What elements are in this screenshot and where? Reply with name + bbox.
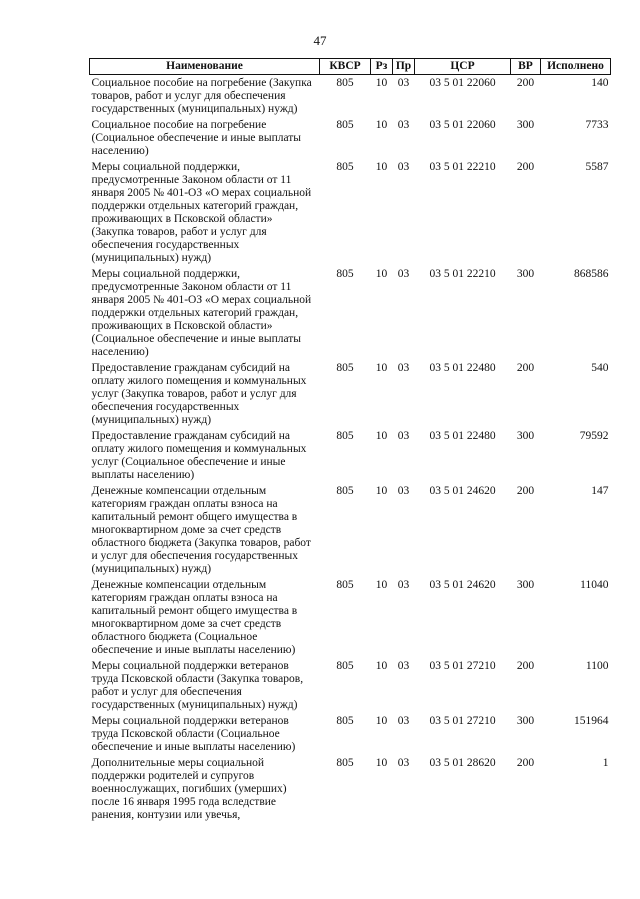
row-name: Меры социальной поддержки, предусмотренные Законом области от 11 января 2005 № 401-ОЗ «О мерах социальной поддержки отдельных категорий граждан, проживающих в Псковской области» (Социальное обеспечение и иные выплаты населению) xyxy=(91,268,312,358)
row-name: Социальное пособие на погребение (Закупка товаров, работ и услуг для обеспечения государственных (муниципальных) нужд) xyxy=(91,77,312,115)
row-amount: 1 xyxy=(602,757,609,769)
page-number: 47 xyxy=(313,33,327,48)
row-rz: 10 xyxy=(375,362,388,374)
header-csr: ЦСР xyxy=(415,59,511,75)
row-name: Меры социальной поддержки, предусмотренные Законом области от 11 января 2005 № 401-ОЗ «О мерах социальной поддержки отдельных категорий граждан, проживающих в Псковской области» (Закупка товаров, работ и услуг для обеспечения государственных (муниципальных) нужд) xyxy=(91,161,312,264)
row-kvsr: 805 xyxy=(336,715,354,727)
table-row xyxy=(90,75,611,118)
row-vr: 200 xyxy=(516,485,535,497)
row-name: Денежные компенсации отдельным категориям граждан оплаты взноса на капитальный ремонт общего имущества в многоквартирном доме за счет средств областного бюджета (Закупка товаров, работ и услуг для обеспечения государственных (муниципальных) нужд) xyxy=(91,485,311,575)
row-csr: 03 5 01 22060 xyxy=(429,77,496,89)
table-row xyxy=(90,577,611,658)
row-rz: 10 xyxy=(375,757,388,769)
row-csr: 03 5 01 27210 xyxy=(429,660,496,672)
row-name: Предоставление гражданам субсидий на оплату жилого помещения и коммунальных услуг (Закупка товаров, работ и услуг для обеспечения государственных (муниципальных) нужд) xyxy=(91,362,307,426)
row-name: Меры социальной поддержки ветеранов труда Псковской области (Закупка товаров, работ и услуг для обеспечения государственных (муниципальных) нужд) xyxy=(91,660,304,711)
row-rz: 10 xyxy=(375,579,388,591)
row-amount: 140 xyxy=(591,77,609,89)
row-kvsr: 805 xyxy=(336,757,354,769)
row-vr: 300 xyxy=(516,119,535,131)
row-name: Социальное пособие на погребение (Социальное обеспечение и иные выплаты населению) xyxy=(91,119,302,157)
table-row xyxy=(90,658,611,713)
row-name: Предоставление гражданам субсидий на оплату жилого помещения и коммунальных услуг (Социальное обеспечение и иные выплаты населению) xyxy=(91,430,307,481)
row-kvsr: 805 xyxy=(336,77,354,89)
header-name: Наименование xyxy=(90,59,320,75)
table-header-row xyxy=(90,59,611,75)
row-vr: 300 xyxy=(516,715,535,727)
budget-execution-table xyxy=(89,58,611,823)
row-pr: 03 xyxy=(397,757,410,769)
row-vr: 300 xyxy=(516,268,535,280)
table-row xyxy=(90,755,611,823)
row-pr: 03 xyxy=(397,161,410,173)
row-kvsr: 805 xyxy=(336,119,354,131)
row-amount: 7733 xyxy=(585,119,609,131)
row-csr: 03 5 01 27210 xyxy=(429,715,496,727)
row-rz: 10 xyxy=(375,485,388,497)
row-name: Дополнительные меры социальной поддержки родителей и супругов военнослужащих, погибших (умерших) после 16 января 1995 года вследствие ранения, контузии или увечья, xyxy=(91,757,287,821)
row-amount: 79592 xyxy=(579,430,609,442)
row-kvsr: 805 xyxy=(336,485,354,497)
row-pr: 03 xyxy=(397,77,410,89)
header-rz: Рз xyxy=(371,59,393,75)
row-pr: 03 xyxy=(397,485,410,497)
row-vr: 200 xyxy=(516,77,535,89)
header-pr: Пр xyxy=(393,59,415,75)
header-vr: ВР xyxy=(511,59,541,75)
row-pr: 03 xyxy=(397,268,410,280)
row-kvsr: 805 xyxy=(336,430,354,442)
row-amount: 5587 xyxy=(585,161,609,173)
row-vr: 200 xyxy=(516,757,535,769)
row-amount: 11040 xyxy=(580,579,609,591)
row-rz: 10 xyxy=(375,430,388,442)
row-rz: 10 xyxy=(375,715,388,727)
table-row xyxy=(90,483,611,577)
row-kvsr: 805 xyxy=(336,660,354,672)
row-csr: 03 5 01 22210 xyxy=(429,161,496,173)
row-amount: 147 xyxy=(591,485,609,497)
row-kvsr: 805 xyxy=(336,161,354,173)
row-rz: 10 xyxy=(375,660,388,672)
row-kvsr: 805 xyxy=(336,579,354,591)
header-amount: Исполнено xyxy=(541,59,611,75)
row-name: Меры социальной поддержки ветеранов труда Псковской области (Социальное обеспечение и иные выплаты населению) xyxy=(91,715,296,753)
row-csr: 03 5 01 28620 xyxy=(429,757,496,769)
row-amount: 540 xyxy=(591,362,609,374)
row-kvsr: 805 xyxy=(336,268,354,280)
row-amount: 151964 xyxy=(574,715,609,727)
table-row xyxy=(90,428,611,483)
row-pr: 03 xyxy=(397,430,410,442)
table-row xyxy=(90,117,611,159)
table-row xyxy=(90,159,611,266)
row-pr: 03 xyxy=(397,362,410,374)
row-vr: 200 xyxy=(516,161,535,173)
header-kvsr: КВСР xyxy=(320,59,371,75)
row-rz: 10 xyxy=(375,161,388,173)
row-vr: 200 xyxy=(516,660,535,672)
row-csr: 03 5 01 22060 xyxy=(429,119,496,131)
row-rz: 10 xyxy=(375,77,388,89)
table-row xyxy=(90,713,611,755)
row-pr: 03 xyxy=(397,119,410,131)
table-row xyxy=(90,266,611,360)
row-kvsr: 805 xyxy=(336,362,354,374)
row-amount: 868586 xyxy=(574,268,609,280)
row-csr: 03 5 01 24620 xyxy=(429,579,496,591)
row-vr: 200 xyxy=(516,362,535,374)
row-pr: 03 xyxy=(397,579,410,591)
row-rz: 10 xyxy=(375,119,388,131)
row-csr: 03 5 01 22210 xyxy=(429,268,496,280)
table-row xyxy=(90,360,611,428)
row-pr: 03 xyxy=(397,660,410,672)
row-csr: 03 5 01 22480 xyxy=(429,430,496,442)
row-csr: 03 5 01 24620 xyxy=(429,485,496,497)
row-name: Денежные компенсации отдельным категориям граждан оплаты взноса на капитальный ремонт общего имущества в многоквартирном доме за счет средств областного бюджета (Социальное обеспечение и иные выплаты населению) xyxy=(91,579,298,656)
row-amount: 1100 xyxy=(585,660,609,672)
row-rz: 10 xyxy=(375,268,388,280)
row-vr: 300 xyxy=(516,579,535,591)
row-vr: 300 xyxy=(516,430,535,442)
row-csr: 03 5 01 22480 xyxy=(429,362,496,374)
row-pr: 03 xyxy=(397,715,410,727)
